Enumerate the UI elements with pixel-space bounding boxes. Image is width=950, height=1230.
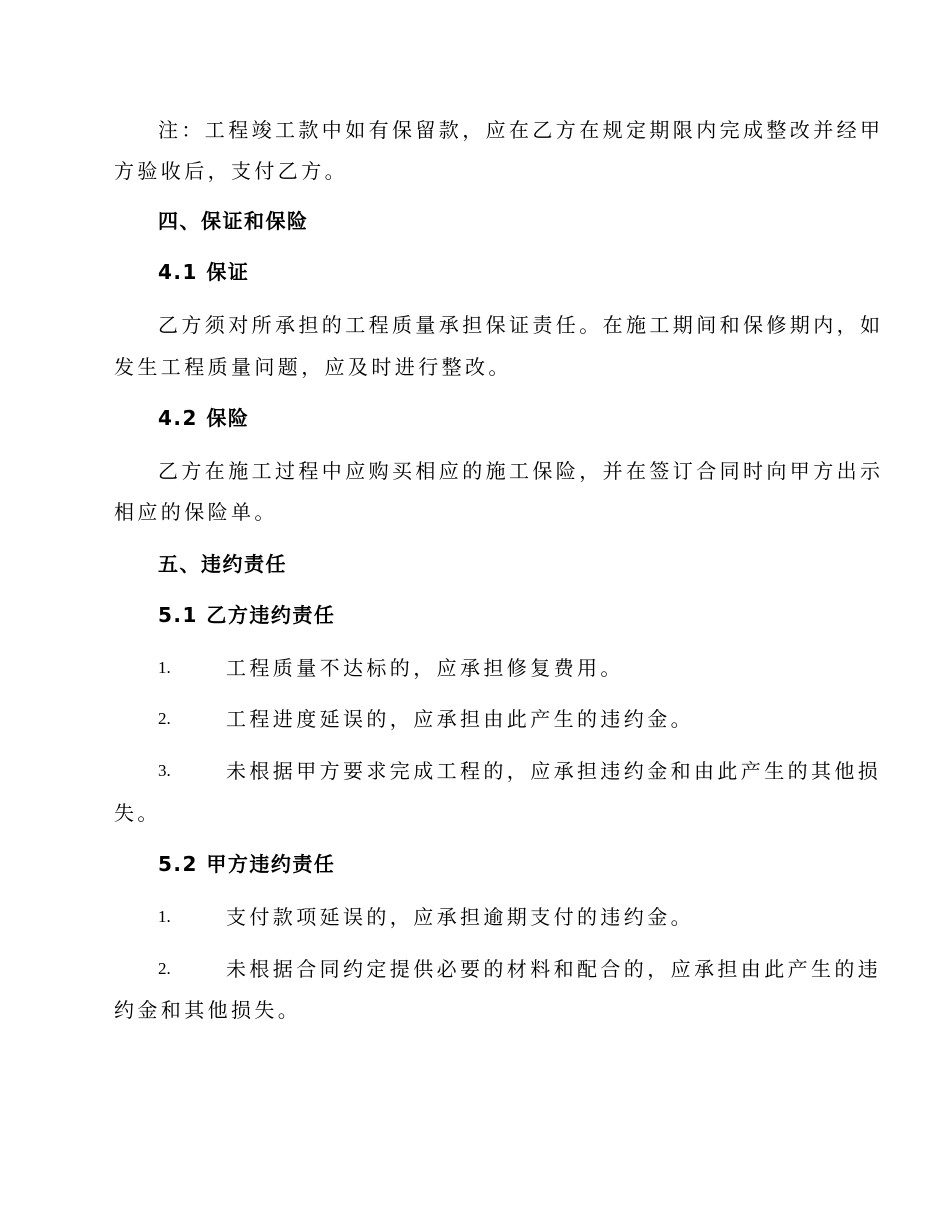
list-item-continuation: 约金和其他损失。 bbox=[114, 998, 302, 1022]
list-item-text: 支付款项延误的，应承担逾期支付的违约金。 bbox=[226, 905, 694, 929]
list-item-number: 2. bbox=[158, 959, 171, 978]
list-item-text: 未根据合同约定提供必要的材料和配合的，应承担由此产生的违 bbox=[226, 957, 882, 981]
list-item-number: 1. bbox=[158, 907, 171, 926]
section-4-2-line-2: 相应的保险单。 bbox=[114, 500, 278, 524]
section-4-1-line-1: 乙方须对所承担的工程质量承担保证责任。在施工期间和保修期内，如 bbox=[158, 313, 884, 337]
section-4-1-line-2: 发生工程质量问题，应及时进行整改。 bbox=[114, 355, 512, 379]
section-4-2-line-1: 乙方在施工过程中应购买相应的施工保险，并在签订合同时向甲方出示 bbox=[158, 459, 884, 483]
list-item-number: 1. bbox=[158, 658, 171, 677]
section-4-heading: 四、保证和保险 bbox=[158, 209, 309, 233]
section-5-heading: 五、违约责任 bbox=[158, 552, 287, 576]
section-5-1-heading: 5.1 乙方违约责任 bbox=[158, 603, 336, 627]
list-item-number: 3. bbox=[158, 761, 171, 780]
list-item-continuation: 失。 bbox=[114, 801, 161, 825]
note-line-2: 方验收后，支付乙方。 bbox=[114, 159, 348, 183]
list-item-text: 工程进度延误的，应承担由此产生的违约金。 bbox=[226, 707, 694, 731]
section-4-2-heading: 4.2 保险 bbox=[158, 406, 250, 430]
list-item-text: 未根据甲方要求完成工程的，应承担违约金和由此产生的其他损 bbox=[226, 759, 882, 783]
section-4-1-heading: 4.1 保证 bbox=[158, 260, 250, 284]
list-item-text: 工程质量不达标的，应承担修复费用。 bbox=[226, 656, 624, 680]
note-line-1: 注：工程竣工款中如有保留款，应在乙方在规定期限内完成整改并经甲 bbox=[158, 118, 884, 142]
section-5-2-heading: 5.2 甲方违约责任 bbox=[158, 852, 336, 876]
list-item-number: 2. bbox=[158, 709, 171, 728]
